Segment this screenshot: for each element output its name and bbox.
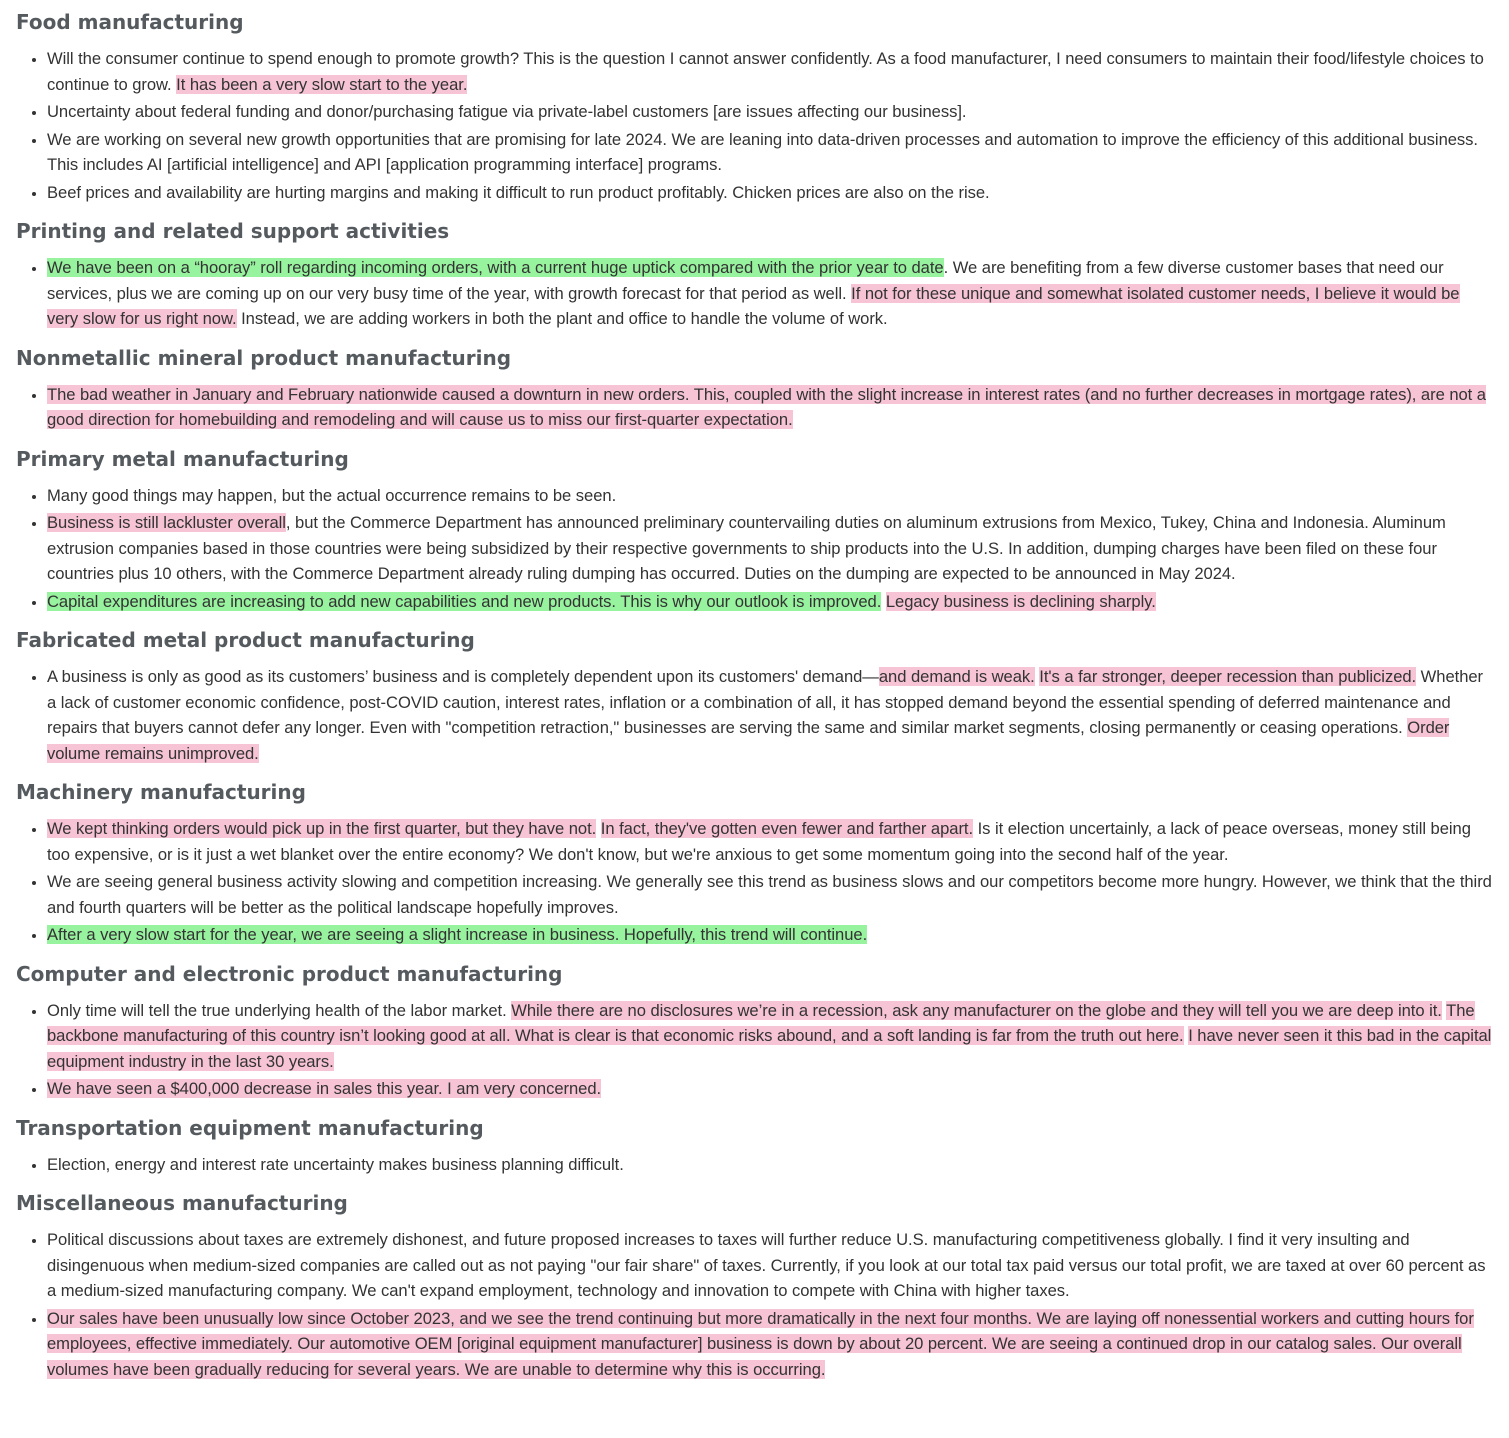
- negative-highlight: Legacy business is declining sharply.: [885, 591, 1156, 611]
- comment-item: [47, 382, 1493, 433]
- comment-list: [16, 816, 1493, 948]
- comment-list: [16, 664, 1493, 766]
- comment-item: [47, 510, 1493, 587]
- section-heading: Miscellaneous manufacturing: [16, 1191, 348, 1215]
- negative-highlight: It's a far stronger, deeper recession than publicized.: [1039, 667, 1417, 686]
- comment-text: A business is only as good as its customers’ business and is completely dependent upon its customers' demand—: [47, 667, 879, 686]
- comment-list: [16, 382, 1493, 433]
- section-heading: Fabricated metal product manufacturing: [16, 628, 475, 652]
- comment-text: Only time will tell the true underlying health of the labor market.: [47, 1000, 512, 1020]
- negative-highlight: We have seen a $400,000 decrease in sales this year. I am very concerned.: [47, 1079, 602, 1098]
- section-heading: Nonmetallic mineral product manufacturing: [16, 345, 512, 370]
- comment-list: [16, 46, 1493, 205]
- negative-highlight: and demand is weak.: [878, 667, 1035, 686]
- comment-list: [16, 483, 1493, 615]
- comment-text: Uncertainty about federal funding and donor/purchasing fatigue via private-label customers [are issues affecting our business].: [47, 102, 967, 121]
- comment-text: We are seeing general business activity slowing and competition increasing. We generally see this trend as business slows and our competitors become more hungry. However, we think that the third and fourth quarters will be better as the political landscape hopefully improves.: [47, 872, 1492, 917]
- comment-text: Is it election uncertainly, a lack of peace overseas, money still being too expensive, or is it just a wet blanket over the entire economy? We don't know, but we're anxious to get some momentum going into the second half of the year.: [47, 819, 1471, 864]
- negative-highlight: I have never seen it this bad in the capital equipment industry in the last 30 years.: [47, 1026, 1492, 1071]
- positive-highlight: We have been on a “hooray” roll regarding incoming orders, with a current huge uptick compared with the prior year to date: [47, 258, 944, 277]
- comment-text: Many good things may happen, but the actual occurrence remains to be seen.: [47, 485, 617, 505]
- comment-text: . We are benefiting from a few diverse customer bases that need our services, plus we are coming up on our very busy time of the year, with growth forecast for that period as well.: [47, 258, 1444, 303]
- comment-text: Election, energy and interest rate uncertainty makes business planning difficult.: [47, 1154, 624, 1174]
- comment-text: , but the Commerce Department has announced preliminary countervailing duties on aluminum extrusions from Mexico, Tukey, China and Indonesia. Aluminum extrusion companies based in those countries were being subsidized by their respective governments to ship products into the U.S. In addition, dumping charges have been filed on these four countries plus 10 others, with the Commerce Department already ruling dumping has occurred. Duties on the dumping are expected to be announced in May 2024.: [47, 513, 1446, 583]
- comment-item: [47, 589, 1493, 615]
- negative-highlight: Order volume remains unimproved.: [47, 718, 1450, 763]
- comment-item: [47, 922, 1493, 948]
- negative-highlight: In fact, they've gotten even fewer and farther apart.: [600, 819, 974, 838]
- section-heading: Food manufacturing: [16, 10, 244, 34]
- comment-text: Will the consumer continue to spend enough to promote growth? This is the question I cannot answer confidently. As a food manufacturer, I need consumers to maintain their food/lifestyle choices to continue to grow.: [47, 49, 1484, 94]
- comment-item: [47, 998, 1493, 1075]
- negative-highlight: While there are no disclosures we’re in a recession, ask any manufacturer on the globe and they will tell you we are deep into it.: [511, 1000, 1442, 1020]
- comment-list: [16, 1152, 1493, 1178]
- negative-highlight: The bad weather in January and February nationwide caused a downturn in new orders. This, coupled with the slight increase in interest rates (and no further decreases in mortgage rates), are not a good direction for homebuilding and remodeling and will cause us to miss our first-quarter expectation.: [47, 384, 1486, 429]
- comment-text: We are working on several new growth opportunities that are promising for late 2024. We are leaning into data-driven processes and automation to improve the efficiency of this additional business. This includes AI [artificial intelligence] and API [application programming interface] programs.: [47, 129, 1478, 174]
- comment-item: [47, 127, 1493, 178]
- comment-text: Political discussions about taxes are extremely dishonest, and future proposed increases to taxes will further reduce U.S. manufacturing competitiveness globally. I find it very insulting and disingenuous when medium-sized companies are called out as not paying "our fair share" of taxes. Currently, if you look at our total tax paid versus our total profit, we are taxed at over 60 percent as a medium-sized manufacturing company. We can't expand employment, technology and innovation to compete with China with higher taxes.: [47, 1230, 1486, 1300]
- positive-highlight: After a very slow start for the year, we are seeing a slight increase in business. Hopefully, this trend will continue.: [47, 925, 868, 944]
- comment-item: [47, 1227, 1493, 1304]
- negative-highlight: It has been a very slow start to the year.: [176, 74, 468, 94]
- negative-highlight: If not for these unique and somewhat isolated customer needs, I believe it would be very slow for us right now.: [47, 283, 1460, 328]
- comment-item: [47, 46, 1493, 97]
- comment-item: [47, 255, 1493, 332]
- negative-highlight: We kept thinking orders would pick up in the first quarter, but they have not.: [47, 819, 597, 838]
- comment-item: [47, 869, 1493, 920]
- section-heading: Primary metal manufacturing: [16, 446, 349, 471]
- comment-item: [47, 816, 1493, 867]
- section-heading: Machinery manufacturing: [16, 780, 306, 804]
- negative-highlight: Our sales have been unusually low since October 2023, and we see the trend continuing but more dramatically in the next four months. We are laying off nonessential workers and cutting hours for employees, effective immediately. Our automotive OEM [original equipment manufacturer] business is down by about 20 percent. We are seeing a continued drop in our catalog sales. Our overall volumes have been gradually reducing for several years. We are unable to determine why this is occurring.: [47, 1308, 1474, 1379]
- positive-highlight: Capital expenditures are increasing to add new capabilities and new products. This is why our outlook is improved.: [47, 591, 882, 611]
- comment-text: Beef prices and availability are hurting margins and making it difficult to run product profitably. Chicken prices are also on the rise.: [47, 182, 990, 202]
- comment-item: [47, 1306, 1493, 1383]
- section-heading: Printing and related support activities: [16, 219, 450, 243]
- comment-item: [47, 1152, 1493, 1178]
- negative-highlight: The backbone manufacturing of this country isn’t looking good at all. What is clear is that economic risks abound, and a soft landing is far from the truth out here.: [47, 1000, 1475, 1045]
- comment-list: [16, 1227, 1493, 1382]
- section-heading: Transportation equipment manufacturing: [16, 1115, 484, 1140]
- comment-text: Whether a lack of customer economic confidence, post-COVID caution, interest rates, inflation or a combination of all, it has stopped demand beyond the essential spending of deferred maintenance and repairs that buyers cannot defer any longer. Even with "competition retraction," businesses are serving the same and similar market segments, closing permanently or ceasing operations.: [47, 667, 1484, 737]
- comment-list: [16, 255, 1493, 332]
- section-heading: Computer and electronic product manufacturing: [16, 961, 563, 986]
- comment-list: [16, 998, 1493, 1102]
- comment-item: [47, 1076, 1493, 1102]
- comment-item: [47, 180, 1493, 206]
- comment-item: [47, 99, 1493, 125]
- negative-highlight: Business is still lackluster overall: [47, 513, 286, 532]
- comment-item: [47, 664, 1493, 766]
- comment-text: Instead, we are adding workers in both the plant and office to handle the volume of work.: [236, 309, 888, 328]
- comment-item: [47, 483, 1493, 509]
